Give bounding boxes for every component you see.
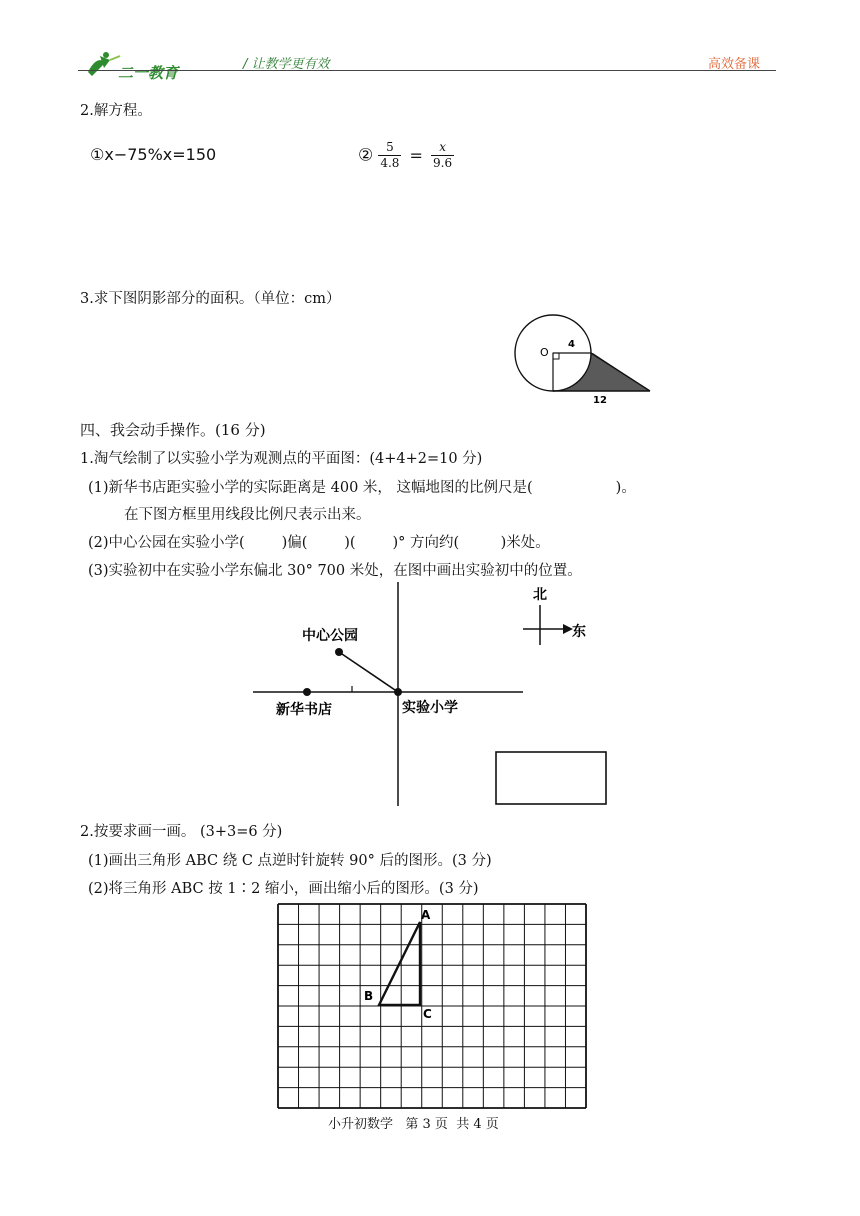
bookstore-point xyxy=(303,688,311,696)
eq1-text: x−75%x=150 xyxy=(104,145,217,164)
q3-shaded-figure xyxy=(505,305,665,405)
eq1-marker: ① xyxy=(90,145,105,164)
s4-p1-b: (2)中心公园在实验小学( )偏( )( )° 方向约( )米处。 xyxy=(88,535,550,551)
s4-p2-b: (2)将三角形 ABC 按 1∶2 缩小，画出缩小后的图形。(3 分) xyxy=(88,881,479,897)
eq2-fraction-right xyxy=(431,140,454,171)
bookstore-label: 新华书店 xyxy=(276,702,332,718)
eq2-marker: ② xyxy=(358,145,374,166)
label-o: O xyxy=(540,346,549,359)
scale-answer-box xyxy=(496,752,606,804)
label-a: A xyxy=(421,908,431,922)
park-label: 中心公园 xyxy=(302,628,358,644)
triangle-abc xyxy=(379,922,420,1005)
s4-p1-title: 1.淘气绘制了以实验小学为观测点的平面图：(4+4+2=10 分) xyxy=(80,451,483,467)
grid-lines xyxy=(278,904,586,1108)
eq2-equals: = xyxy=(409,146,423,165)
s4-p2-title: 2.按要求画一画。 (3+3=6 分) xyxy=(80,824,283,840)
eq2-num-right: x xyxy=(431,140,454,156)
logo-text: 二一教育 xyxy=(118,64,179,82)
header-rule xyxy=(78,70,776,71)
map-figure xyxy=(250,580,630,810)
label-12: 12 xyxy=(593,395,607,405)
s4-p1-a2: 在下图方框里用线段比例尺表示出来。 xyxy=(124,507,371,523)
eq2-den-right: 9.6 xyxy=(433,156,453,170)
s4-p2-a: (1)画出三角形 ABC 绕 C 点逆时针旋转 90° 后的图形。(3 分) xyxy=(88,853,492,869)
header-slogan: / 让教学更有效 xyxy=(243,57,330,72)
section4-title: 四、我会动手操作。(16 分) xyxy=(80,421,266,439)
label-4: 4 xyxy=(568,339,575,350)
east-label: 东 xyxy=(572,624,586,640)
page-footer: 小升初数学 第 3 页 共 4 页 xyxy=(328,1117,499,1132)
q2-equation-1 xyxy=(90,145,216,164)
q2-equation-2 xyxy=(358,140,454,171)
q2-title: 2.解方程。 xyxy=(80,103,152,119)
grid-figure xyxy=(276,902,588,1110)
s4-p1-a: (1)新华书店距实验小学的实际距离是 400 米， 这幅地图的比例尺是( )。 xyxy=(88,480,636,496)
eq2-num-left: 5 xyxy=(378,140,401,156)
school-label: 实验小学 xyxy=(402,700,458,716)
label-b: B xyxy=(364,989,374,1003)
s4-p1-c: (3)实验初中在实验小学东偏北 30° 700 米处，在图中画出实验初中的位置。 xyxy=(88,563,582,579)
label-c: C xyxy=(423,1007,432,1021)
q3-title: 3.求下图阴影部分的面积。（单位：cm） xyxy=(80,291,341,307)
eq2-fraction-left xyxy=(378,140,401,171)
eq2-den-left: 4.8 xyxy=(380,156,400,170)
shaded-region xyxy=(553,353,650,391)
header-brand: 高效备课 xyxy=(708,57,761,72)
north-label: 北 xyxy=(533,587,547,603)
